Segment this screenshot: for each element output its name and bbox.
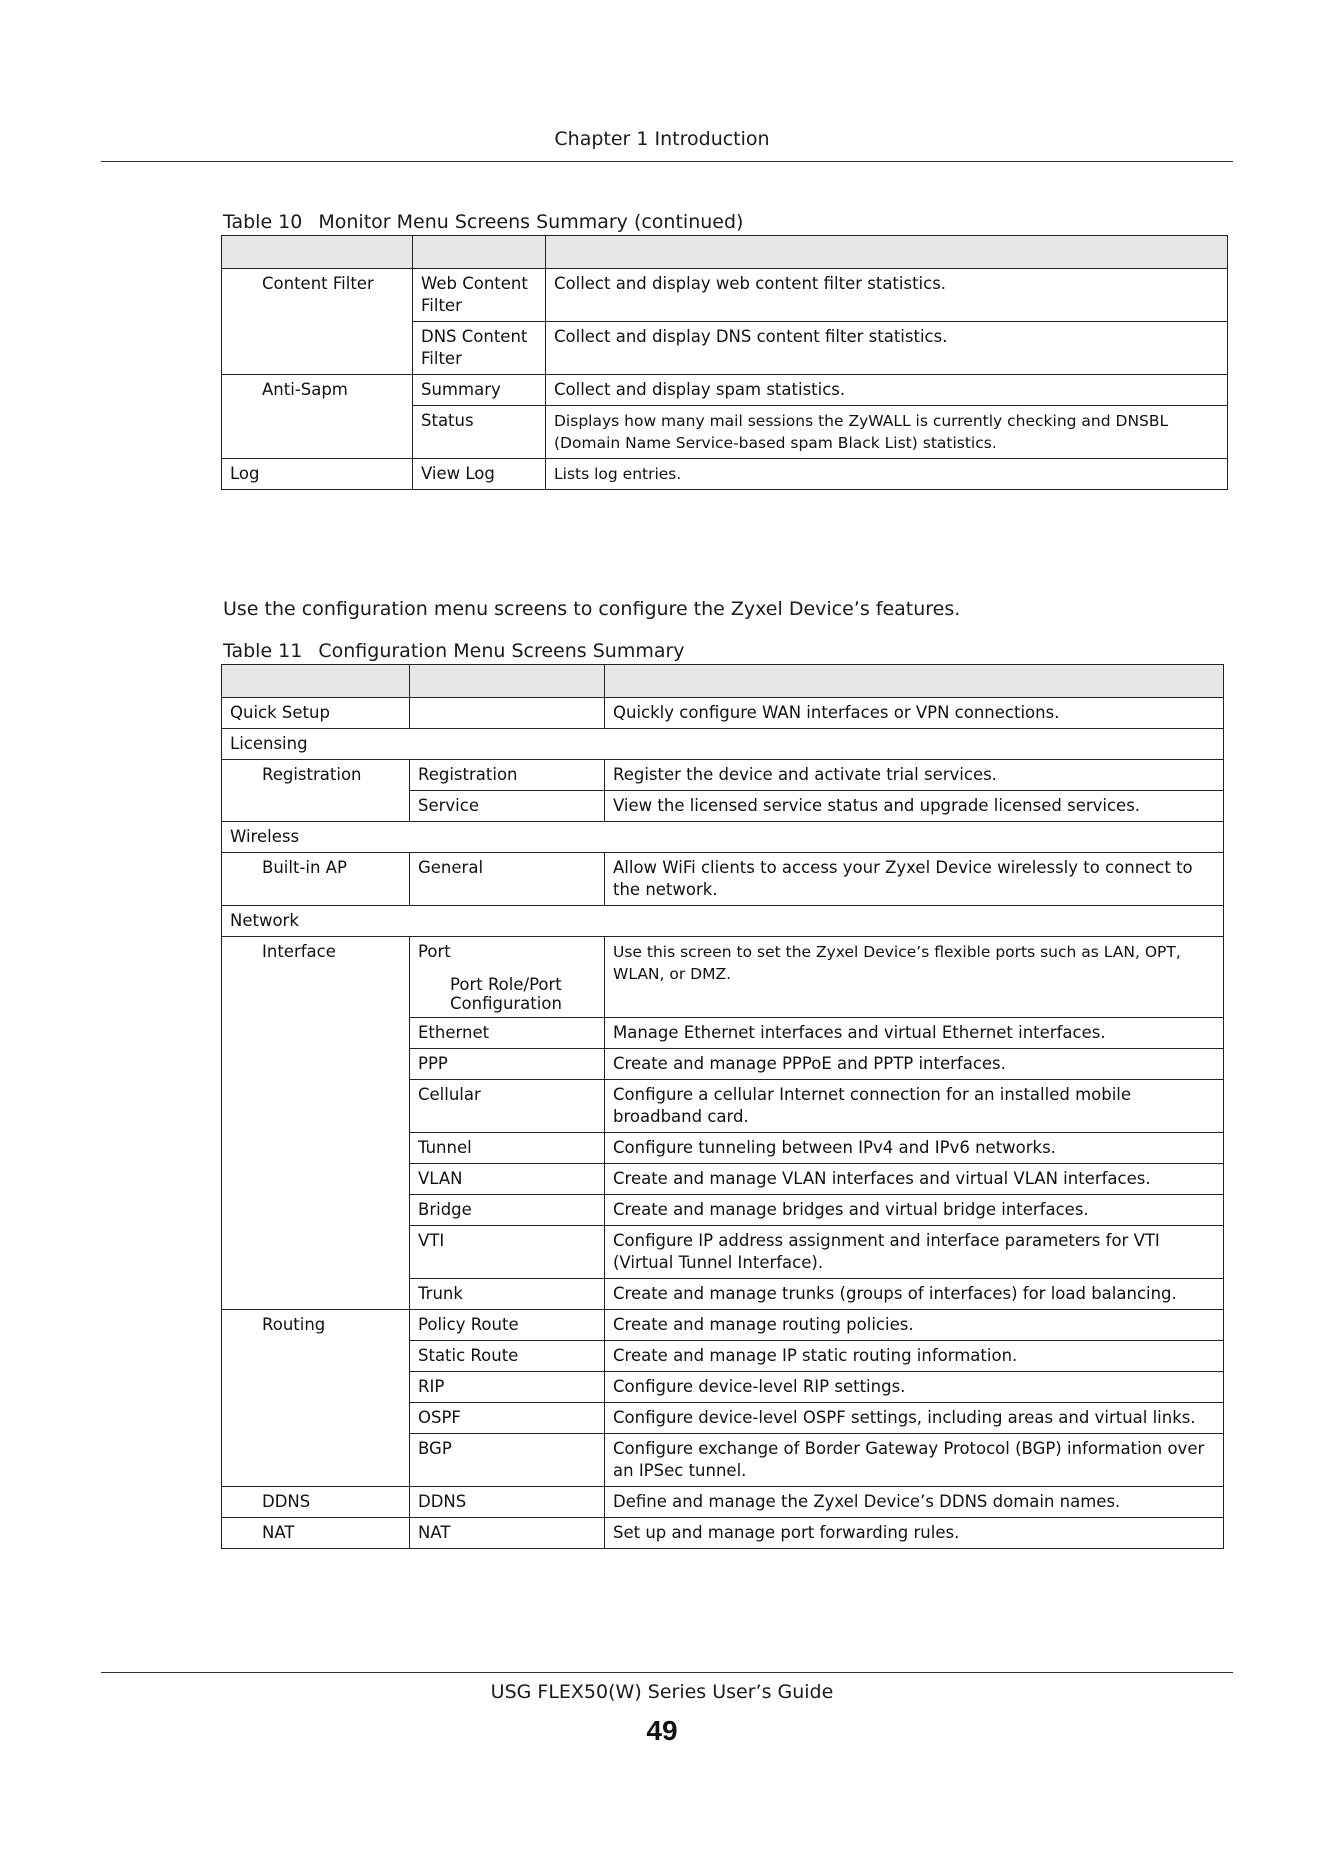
screen-cell: DDNS: [410, 1487, 605, 1518]
screen-cell: Service: [410, 791, 605, 822]
table-section-row: [222, 729, 1224, 760]
table10-title: Monitor Menu Screens Summary (continued): [318, 211, 744, 233]
table-header-cell: [413, 236, 546, 269]
menu-cell: NAT: [222, 1518, 410, 1549]
page-number: 49: [646, 1715, 678, 1746]
menu-cell: Routing: [222, 1310, 410, 1487]
menu-cell: Quick Setup: [222, 698, 410, 729]
menu-cell: Registration: [222, 760, 410, 822]
table-header-cell: [410, 665, 605, 698]
screen-cell: VLAN: [410, 1164, 605, 1195]
section-cell-licensing: Licensing: [222, 729, 1224, 760]
description-cell: Displays how many mail sessions the ZyWALL is currently checking and DNSBL (Domain Name Service-based spam Black List) statistics.: [546, 406, 1228, 459]
description-cell: Collect and display DNS content filter statistics.: [546, 322, 1228, 375]
description-cell: Create and manage VLAN interfaces and virtual VLAN interfaces.: [605, 1164, 1224, 1195]
description-cell: Create and manage bridges and virtual bridge interfaces.: [605, 1195, 1224, 1226]
description-cell: Set up and manage port forwarding rules.: [605, 1518, 1224, 1549]
screen-cell: RIP: [410, 1372, 605, 1403]
table-section-row: [222, 906, 1224, 937]
screen-cell: [410, 698, 605, 729]
intro-paragraph: Use the configuration menu screens to configure the Zyxel Device’s features.: [223, 598, 961, 620]
chapter-title: Chapter 1 Introduction: [554, 128, 770, 150]
description-cell: Create and manage PPPoE and PPTP interfaces.: [605, 1049, 1224, 1080]
table-header-cell: [605, 665, 1224, 698]
table-row: [222, 1487, 1224, 1518]
menu-cell: Interface: [222, 937, 410, 1310]
table-row: [222, 1310, 1224, 1341]
table11: [221, 664, 1224, 1549]
menu-cell: Content Filter: [222, 269, 413, 375]
description-cell: Create and manage routing policies.: [605, 1310, 1224, 1341]
screen-cell: Tunnel: [410, 1133, 605, 1164]
description-cell: Create and manage IP static routing information.: [605, 1341, 1224, 1372]
table-row: [222, 459, 1228, 490]
table10-number: Table 10: [223, 211, 303, 233]
table10: [221, 235, 1228, 490]
header-rule: [101, 161, 1233, 162]
table-header-cell: [546, 236, 1228, 269]
description-cell: Quickly configure WAN interfaces or VPN connections.: [605, 698, 1224, 729]
menu-cell: Built-in AP: [222, 853, 410, 906]
table-section-row: [222, 822, 1224, 853]
description-cell: View the licensed service status and upgrade licensed services.: [605, 791, 1224, 822]
table-row: [222, 698, 1224, 729]
sub-screen-label: Port Role/Port Configuration: [450, 975, 562, 1013]
screen-cell: Static Route: [410, 1341, 605, 1372]
description-cell: Collect and display spam statistics.: [546, 375, 1228, 406]
description-cell: Register the device and activate trial services.: [605, 760, 1224, 791]
screen-cell: Ethernet: [410, 1018, 605, 1049]
table10-caption: [223, 211, 743, 233]
description-cell: Collect and display web content filter statistics.: [546, 269, 1228, 322]
screen-cell: Cellular: [410, 1080, 605, 1133]
menu-cell: DDNS: [222, 1487, 410, 1518]
screen-cell: Web Content Filter: [413, 269, 546, 322]
screen-cell: BGP: [410, 1434, 605, 1487]
screen-cell: DNS Content Filter: [413, 322, 546, 375]
guide-title: USG FLEX50(W) Series User’s Guide: [490, 1681, 834, 1703]
section-cell-wireless: Wireless: [222, 822, 1224, 853]
table-row: [222, 375, 1228, 406]
table-header-cell: [222, 665, 410, 698]
menu-cell: Log: [222, 459, 413, 490]
description-cell: Manage Ethernet interfaces and virtual Ethernet interfaces.: [605, 1018, 1224, 1049]
screen-cell: NAT: [410, 1518, 605, 1549]
screen-cell: Registration: [410, 760, 605, 791]
table11-number: Table 11: [223, 640, 303, 662]
description-cell: Configure tunneling between IPv4 and IPv6 networks.: [605, 1133, 1224, 1164]
section-cell-network: Network: [222, 906, 1224, 937]
screen-cell: VTI: [410, 1226, 605, 1279]
description-cell: Configure device-level OSPF settings, including areas and virtual links.: [605, 1403, 1224, 1434]
description-cell: Configure device-level RIP settings.: [605, 1372, 1224, 1403]
screen-cell: Bridge: [410, 1195, 605, 1226]
screen-cell: Summary: [413, 375, 546, 406]
table-row: [222, 1518, 1224, 1549]
screen-cell: [410, 937, 605, 1018]
table-row: [222, 760, 1224, 791]
description-cell: Configure exchange of Border Gateway Protocol (BGP) information over an IPSec tunnel.: [605, 1434, 1224, 1487]
screen-cell: General: [410, 853, 605, 906]
description-cell: Use this screen to set the Zyxel Device’s flexible ports such as LAN, OPT, WLAN, or DMZ.: [605, 937, 1224, 1018]
table-header-row: [222, 665, 1224, 698]
screen-cell: View Log: [413, 459, 546, 490]
screen-label: Port: [418, 942, 451, 961]
table-header-row: [222, 236, 1228, 269]
screen-cell: Policy Route: [410, 1310, 605, 1341]
description-cell: Allow WiFi clients to access your Zyxel Device wirelessly to connect to the network.: [605, 853, 1224, 906]
description-cell: Define and manage the Zyxel Device’s DDNS domain names.: [605, 1487, 1224, 1518]
menu-cell: Anti-Sapm: [222, 375, 413, 459]
footer-rule: [101, 1672, 1233, 1673]
screen-cell: OSPF: [410, 1403, 605, 1434]
screen-cell: PPP: [410, 1049, 605, 1080]
table-header-cell: [222, 236, 413, 269]
table-row: [222, 853, 1224, 906]
screen-cell: Status: [413, 406, 546, 459]
table11-caption: [223, 640, 685, 662]
screen-cell: Trunk: [410, 1279, 605, 1310]
description-cell: Configure IP address assignment and interface parameters for VTI (Virtual Tunnel Interface).: [605, 1226, 1224, 1279]
description-cell: Lists log entries.: [546, 459, 1228, 490]
table-row: [222, 269, 1228, 322]
description-cell: Create and manage trunks (groups of interfaces) for load balancing.: [605, 1279, 1224, 1310]
table-row: [222, 937, 1224, 1018]
description-cell: Configure a cellular Internet connection for an installed mobile broadband card.: [605, 1080, 1224, 1133]
table11-title: Configuration Menu Screens Summary: [318, 640, 685, 662]
